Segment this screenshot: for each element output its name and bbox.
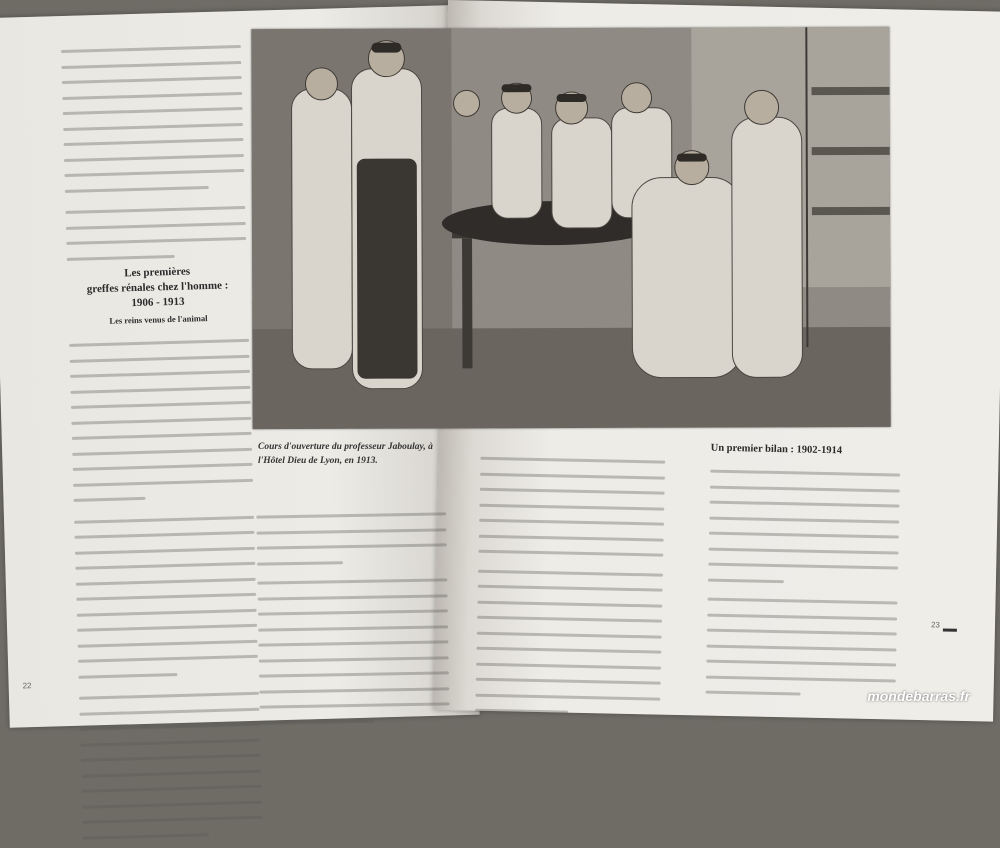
photo-caption: Cours d'ouverture du professeur Jaboulay, à l'Hôtel Dieu de Lyon, en 1913. (258, 442, 433, 466)
left-bottom-right-column-text (256, 506, 450, 730)
page-corner-mark (943, 629, 957, 632)
right-section-heading: Un premier bilan : 1902-1914 (710, 442, 843, 457)
surgery-scene-illustration (251, 27, 890, 429)
heading-line-2: greffes rénales chez l'homme : (86, 279, 229, 296)
left-top-paragraph (61, 39, 247, 267)
right-second-column-text (705, 464, 900, 704)
right-page-number: 23 (930, 620, 941, 630)
left-body-text (69, 333, 263, 846)
left-section-heading (67, 263, 249, 329)
heading-line-3: 1906 - 1913 (131, 295, 185, 310)
left-page-number: 22 (22, 681, 32, 691)
historical-surgery-photo (251, 27, 890, 429)
heading-line-1: Les premières (124, 265, 191, 280)
watermark-text: mondebarras.fr (867, 688, 970, 704)
heading-subtitle: Les reins venus de l'animal (109, 313, 208, 326)
right-first-column-text (475, 451, 666, 722)
